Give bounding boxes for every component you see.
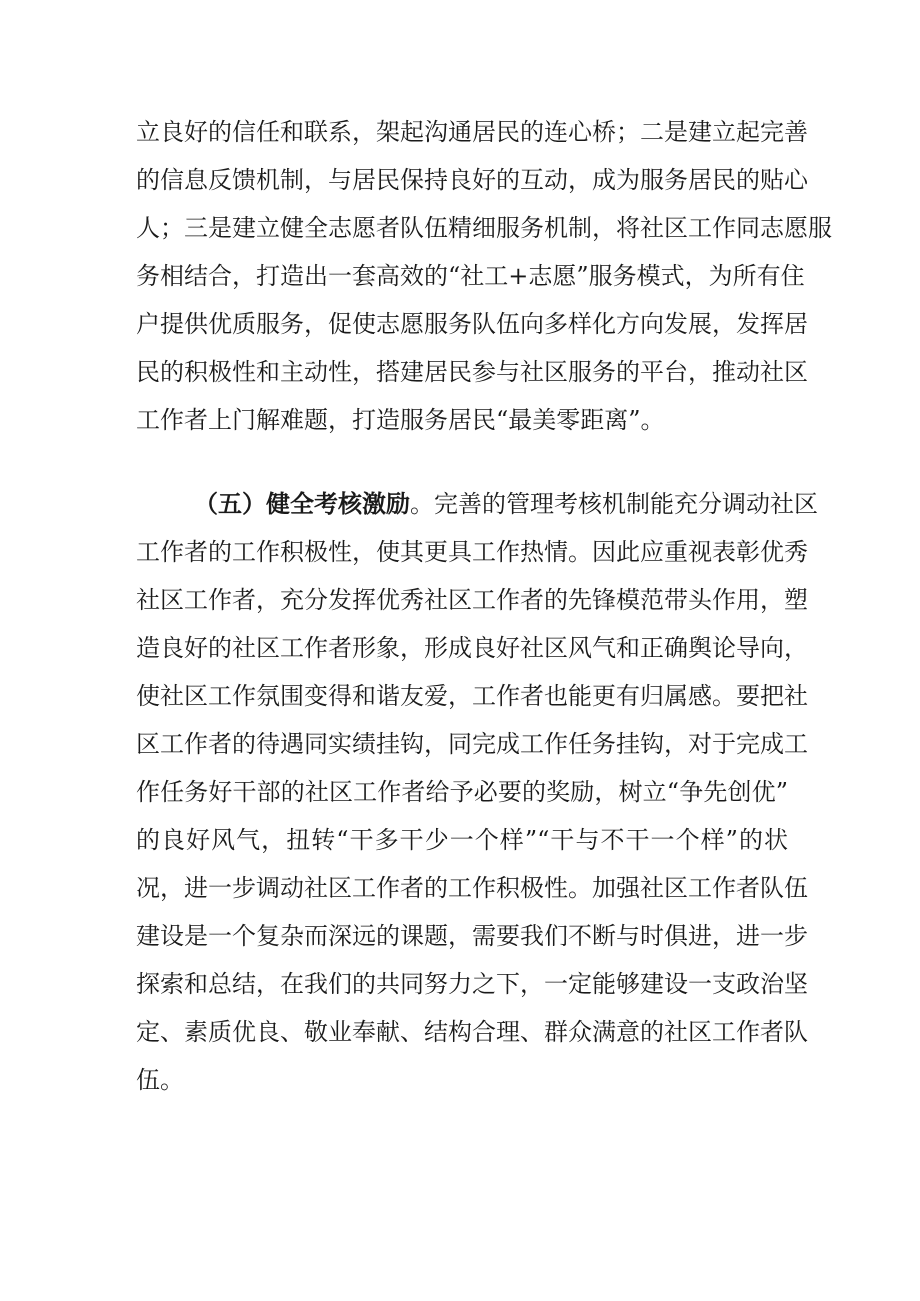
text-line: 作任务好干部的社区工作者给予必要的奖励，树立“争先创优” — [136, 778, 788, 806]
text-line: 户提供优质服务，促使志愿服务队伍向多样化方向发展，发挥居 — [136, 310, 808, 338]
text-line-first — [136, 480, 818, 528]
text-line: 的信息反馈机制，与居民保持良好的互动，成为服务居民的贴心 — [136, 166, 808, 194]
text-line: 务相结合，打造出一套高效的“社工+志愿”服务模式，为所有住 — [136, 262, 805, 290]
first-line-text: 。完善的管理考核机制能充分调动社区 — [410, 490, 818, 518]
paragraph-assessment-incentive — [136, 480, 818, 1104]
text-line: 民的积极性和主动性，搭建居民参与社区服务的平台，推动社区 — [136, 358, 808, 386]
paragraph-volunteer-service — [136, 108, 832, 444]
text-line: 工作者的工作积极性，使其更具工作热情。因此应重视表彰优秀 — [136, 538, 808, 566]
text-line: 的良好风气，扭转“干多干少一个样”“干与不干一个样”的状 — [136, 826, 788, 854]
text-line: 伍。 — [136, 1066, 184, 1094]
text-line: 工作者上门解难题，打造服务居民“最美零距离”。 — [136, 406, 665, 434]
text-line: 造良好的社区工作者形象，形成良好社区风气和正确舆论导向， — [136, 634, 808, 662]
text-line: 社区工作者，充分发挥优秀社区工作者的先锋模范带头作用，塑 — [136, 586, 808, 614]
text-line: 立良好的信任和联系，架起沟通居民的连心桥；二是建立起完善 — [136, 118, 808, 146]
text-line: 探索和总结，在我们的共同努力之下，一定能够建设一支政治坚 — [136, 970, 808, 998]
text-line: 况，进一步调动社区工作者的工作积极性。加强社区工作者队伍 — [136, 874, 808, 902]
text-line: 建设是一个复杂而深远的课题，需要我们不断与时俱进，进一步 — [136, 922, 808, 950]
text-line: 使社区工作氛围变得和谐友爱，工作者也能更有归属感。要把社 — [136, 682, 808, 710]
text-line: 定、素质优良、敬业奉献、结构合理、群众满意的社区工作者队 — [136, 1018, 808, 1046]
text-line: 区工作者的待遇同实绩挂钩，同完成工作任务挂钩，对于完成工 — [136, 730, 808, 758]
section-heading: （五）健全考核激励 — [194, 490, 410, 518]
text-line: 人；三是建立健全志愿者队伍精细服务机制，将社区工作同志愿服 — [136, 214, 832, 242]
